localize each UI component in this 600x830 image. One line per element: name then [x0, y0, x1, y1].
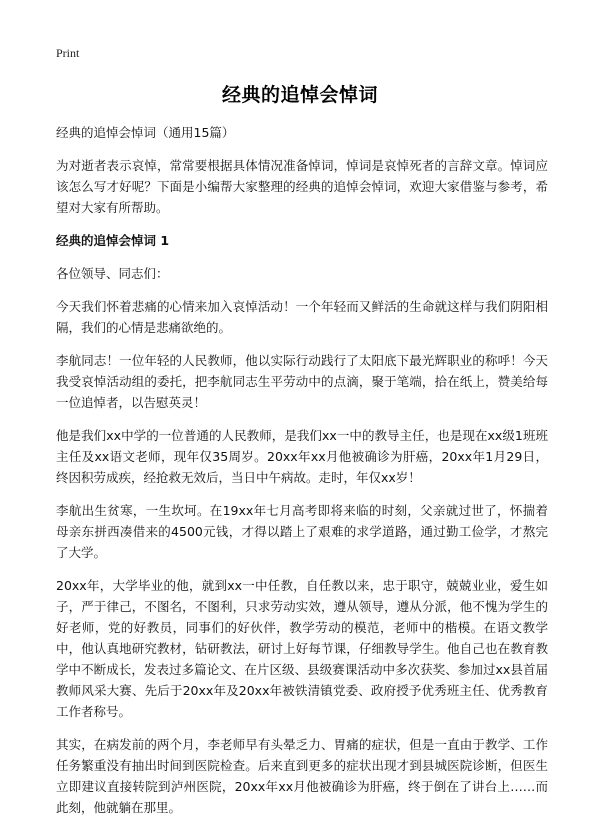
body-paragraph: 李航出生贫寒，一生坎坷。在19xx年七月高考即将来临的时刻，父亲就过世了，怀揣着母亲东拼西凑借来的4500元钱，才得以踏上了艰难的求学道路，通过勤工俭学，才熬完了大学。 [56, 503, 548, 560]
document-body [56, 122, 548, 830]
section-heading: 经典的追悼会悼词 1 [56, 233, 170, 248]
document-title: 经典的追悼会悼词 [221, 84, 378, 106]
body-paragraph: 今天我们怀着悲痛的心情来加入哀悼活动！一个年轻而又鲜活的生命就这样与我们阴阳相隔，我们的心情是悲痛欲绝的。 [56, 299, 548, 335]
body-paragraph: 他是我们xx中学的一位普通的人民教师，是我们xx一中的教导主任，也是现在xx级1班班主任及xx语文老师，现年仅35周岁。20xx年xx月他被确诊为肝癌，20xx年1月29日，终因积劳成疾，经抢救无效后，当日中午病故。走时，年仅xx岁！ [56, 428, 548, 485]
body-paragraph: 其实，在病发前的两个月，李老师早有头晕乏力、胃痛的症状，但是一直由于教学、工作任务繁重没有抽出时间到医院检查。后来直到更多的症状出现才到县城医院诊断，但医生立即建议直接转院到泸州医院，20xx年xx月他被确诊为肝癌，终于倒在了讲台上……而此刻，他就躺在那里。 [56, 737, 548, 815]
document-subtitle: 经典的追悼会悼词（通用15篇） [56, 125, 235, 140]
intro-paragraph: 为对逝者表示哀悼，常常要根据具体情况准备悼词，悼词是哀悼死者的言辞文章。悼词应该怎么写才好呢？下面是小编帮大家整理的经典的追悼会悼词，欢迎大家借鉴与参考，希望对大家有所帮助。 [56, 158, 548, 215]
salutation: 各位领导、同志们： [56, 266, 169, 281]
body-paragraph: 20xx年，大学毕业的他，就到xx一中任教，自任教以来，忠于职守，兢兢业业，爱生如子，严于律己，不图名，不图利，只求劳动实效，遵从领导，遵从分派，他不愧为学生的好老师，党的好教员，同事们的好伙伴，教学劳动的模范，老师中的楷模。在语文教学中，他认真地研究教材，钻研教法，研讨上好每节课，仔细教导学生。他自己也在教育教学中不断成长，发表过多篇论文、在片区级、县级赛课活动中多次获奖、参加过xx县首届教师风采大赛、先后于20xx年及20xx年被铁清镇党委、政府授予优秀班主任、优秀教育工作者称号。 [56, 578, 548, 719]
body-paragraph: 李航同志！一位年轻的人民教师，他以实际行动践行了太阳底下最光辉职业的称呼！今天我受哀悼活动组的委托，把李航同志生平劳动中的点滴，聚于笔端，拾在纸上，赞美给每一位追悼者，以告慰英灵！ [56, 353, 548, 410]
print-label: Print [56, 46, 80, 60]
